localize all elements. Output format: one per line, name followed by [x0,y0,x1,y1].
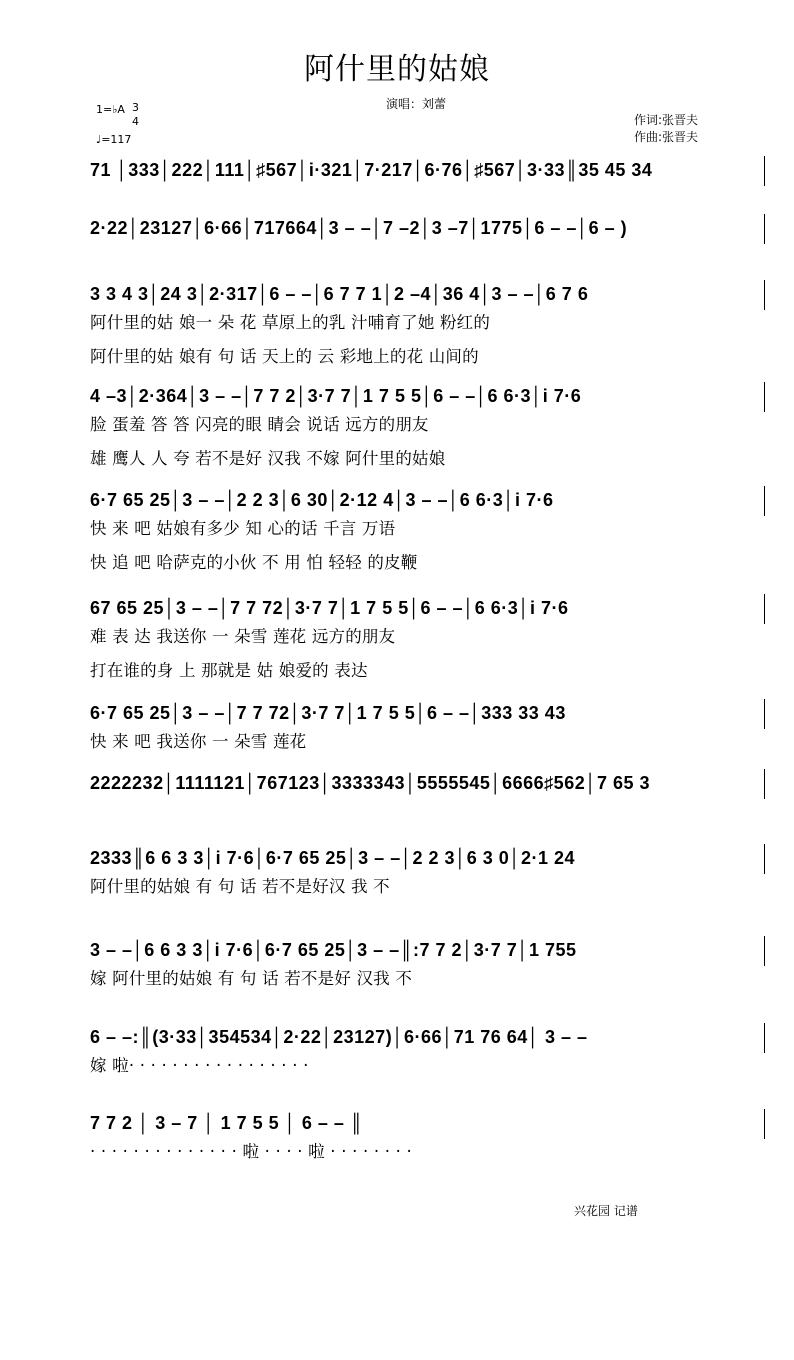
staff-end-barline [764,699,765,729]
lyric-line: 嫁 啦· · · · · · · · · · · · · · · · · [90,1056,309,1075]
staff-end-barline [764,486,765,516]
lyric-line: 快 来 吧 姑娘有多少 知 心的话 千言 万语 [90,519,396,538]
score-row-notes: 7 7 2 │ 3 – 7 │ 1 7 5 5 │ 6 – – ║ [90,1113,364,1133]
staff-end-barline [764,156,765,186]
score-row-notes: 2·22│23127│6·66│717664│3 – –│7 –2│3 –7│1775│6 – –│6 – ) [90,218,628,238]
staff-end-barline [764,844,765,874]
score-row-notes: 71 │333│222│111│♯567│i·321│7·217│6·76│♯567│3·33║35 45 34 [90,160,653,180]
lyric-line: 快 追 吧 哈萨克的小伙 不 用 怕 轻轻 的皮鞭 [90,553,418,572]
lyric-line: 阿什里的姑 娘有 句 话 天上的 云 彩地上的花 山间的 [90,347,479,366]
lyric-line: 快 来 吧 我送你 一 朵雪 莲花 [90,732,307,751]
staff-end-barline [764,936,765,966]
song-title: 阿什里的姑娘 [304,52,490,87]
staff-end-barline [764,594,765,624]
lyric-line: 雄 鹰人 人 夸 若不是好 汉我 不嫁 阿什里的姑娘 [90,449,446,468]
meter-bottom: 4 [132,115,139,128]
score-row-notes: 2333║6 6 3 3│i 7·6│6·7 65 25│3 – –│2 2 3│6 3 0│2·1 24 [90,848,576,868]
transcriber-credit: 兴花园 记谱 [574,1204,638,1218]
score-row-notes: 3 3 4 3│24 3│2·317│6 – –│6 7 7 1│2 –4│36 4│3 – –│6 7 6 [90,284,589,304]
score-row-notes: 6 – –:║(3·33│354534│2·22│23127)│6·66│71 76 64│ 3 – – [90,1027,588,1047]
staff-end-barline [764,280,765,310]
composer-credit: 作曲:张晋夫 [634,130,699,144]
score-row-notes: 6·7 65 25│3 – –│2 2 3│6 30│2·12 4│3 – –│6 6·3│i 7·6 [90,490,554,510]
lyric-line: 打在谁的身 上 那就是 姑 娘爱的 表达 [90,661,368,680]
lyric-line: 嫁 阿什里的姑娘 有 句 话 若不是好 汉我 不 [90,969,413,988]
staff-end-barline [764,769,765,799]
key-line: 1=♭A [96,103,125,116]
score-row-notes: 3 – –│6 6 3 3│i 7·6│6·7 65 25│3 – –║:7 7 2│3·7 7│1 755 [90,940,577,960]
lyricist-credit: 作词:张晋夫 [634,113,699,127]
singer-credit: 演唱：刘蕾 [386,97,447,111]
staff-end-barline [764,1023,765,1053]
staff-end-barline [764,214,765,244]
tempo-marking: ♩=117 [96,133,132,146]
score-row-notes: 2222232│1111121│767123│3333343│5555545│6666♯562│7 65 3 [90,773,651,793]
lyric-line: 阿什里的姑娘 有 句 话 若不是好汉 我 不 [90,877,390,896]
staff-end-barline [764,382,765,412]
score-row-notes: 4 –3│2·364│3 – –│7 7 2│3·7 7│1 7 5 5│6 – –│6 6·3│i 7·6 [90,386,582,406]
lyric-line: 脸 蛋羞 答 答 闪亮的眼 睛会 说话 远方的朋友 [90,415,429,434]
key-signature [96,101,139,146]
score-row-notes: 67 65 25│3 – –│7 7 72│3·7 7│1 7 5 5│6 – –│6 6·3│i 7·6 [90,598,569,618]
staff-end-barline [764,1109,765,1139]
lyric-line: 阿什里的姑 娘一 朵 花 草原上的乳 汁哺育了她 粉红的 [90,313,491,332]
lyric-line: 难 表 达 我送你 一 朵雪 莲花 远方的朋友 [90,627,396,646]
score-row-notes: 6·7 65 25│3 – –│7 7 72│3·7 7│1 7 5 5│6 – –│333 33 43 [90,703,566,723]
lyric-line: · · · · · · · · · · · · · · 啦 · · · · 啦 · · · · · · · · [90,1142,412,1161]
meter-top: 3 [132,101,139,114]
